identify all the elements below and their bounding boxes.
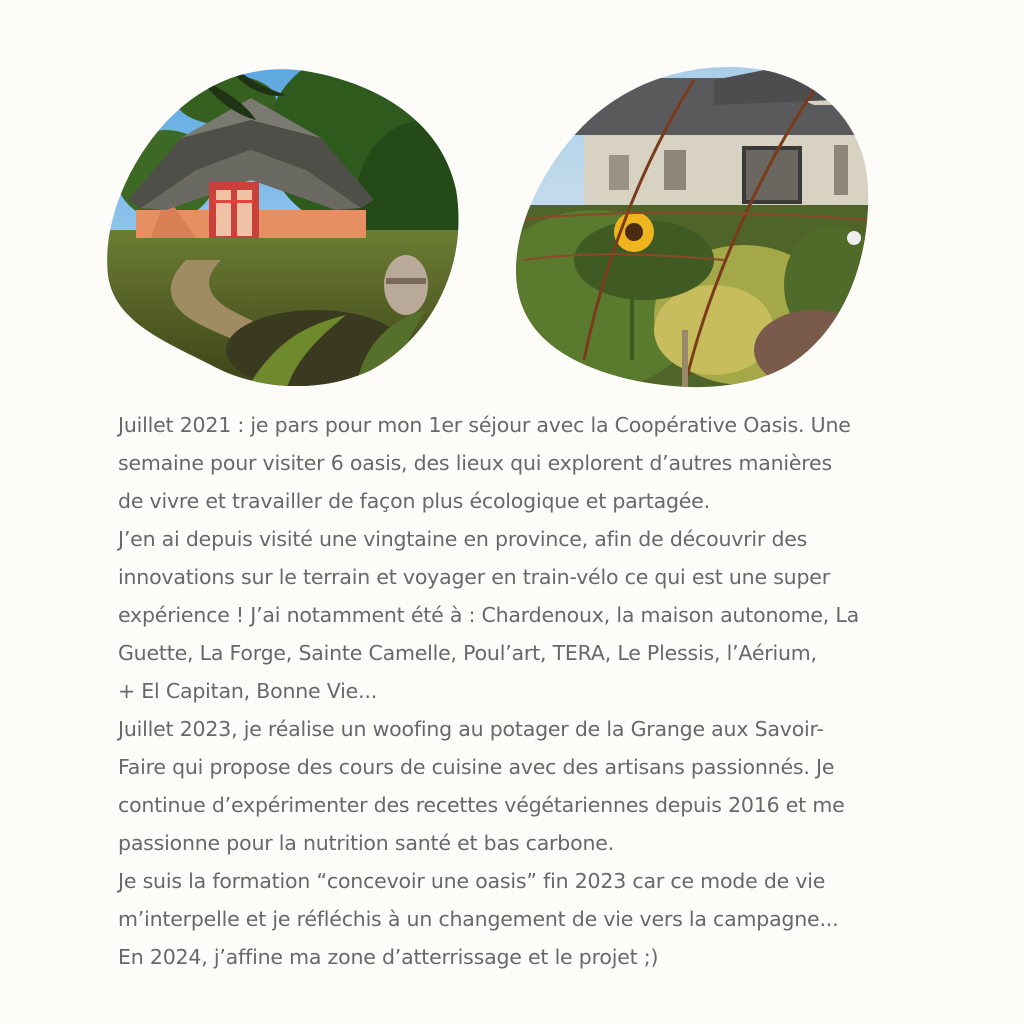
story-line: Je suis la formation “concevoir une oasis” fin 2023 car ce mode de vie xyxy=(118,869,826,893)
story-line: m’interpelle et je réfléchis à un changement de vie vers la campagne... xyxy=(118,907,839,931)
story-line: semaine pour visiter 6 oasis, des lieux qui explorent d’autres manières xyxy=(118,451,832,475)
story-line: de vivre et travailler de façon plus écologique et partagée. xyxy=(118,489,710,513)
story-line: innovations sur le terrain et voyager en train-vélo ce qui est une super xyxy=(118,565,830,589)
story-line: En 2024, j’affine ma zone d’atterrissage et le projet ;) xyxy=(118,945,659,969)
story-line: passionne pour la nutrition santé et bas carbone. xyxy=(118,831,614,855)
story-line: Juillet 2021 : je pars pour mon 1er séjour avec la Coopérative Oasis. Une xyxy=(118,413,851,437)
dome-house-photo xyxy=(106,60,460,390)
story-text xyxy=(118,406,918,976)
story-line: Juillet 2023, je réalise un woofing au potager de la Grange aux Savoir- xyxy=(118,717,824,741)
story-line: expérience ! J’ai notamment été à : Chardenoux, la maison autonome, La xyxy=(118,603,859,627)
story-line: Guette, La Forge, Sainte Camelle, Poul’art, TERA, Le Plessis, l’Aérium, xyxy=(118,641,817,665)
story-line: J’en ai depuis visité une vingtaine en province, afin de découvrir des xyxy=(118,527,808,551)
story-line: continue d’expérimenter des recettes végétariennes depuis 2016 et me xyxy=(118,793,845,817)
story-line: Faire qui propose des cours de cuisine avec des artisans passionnés. Je xyxy=(118,755,835,779)
story-line: + El Capitan, Bonne Vie... xyxy=(118,679,378,703)
garden-sunflower-photo xyxy=(514,60,870,390)
